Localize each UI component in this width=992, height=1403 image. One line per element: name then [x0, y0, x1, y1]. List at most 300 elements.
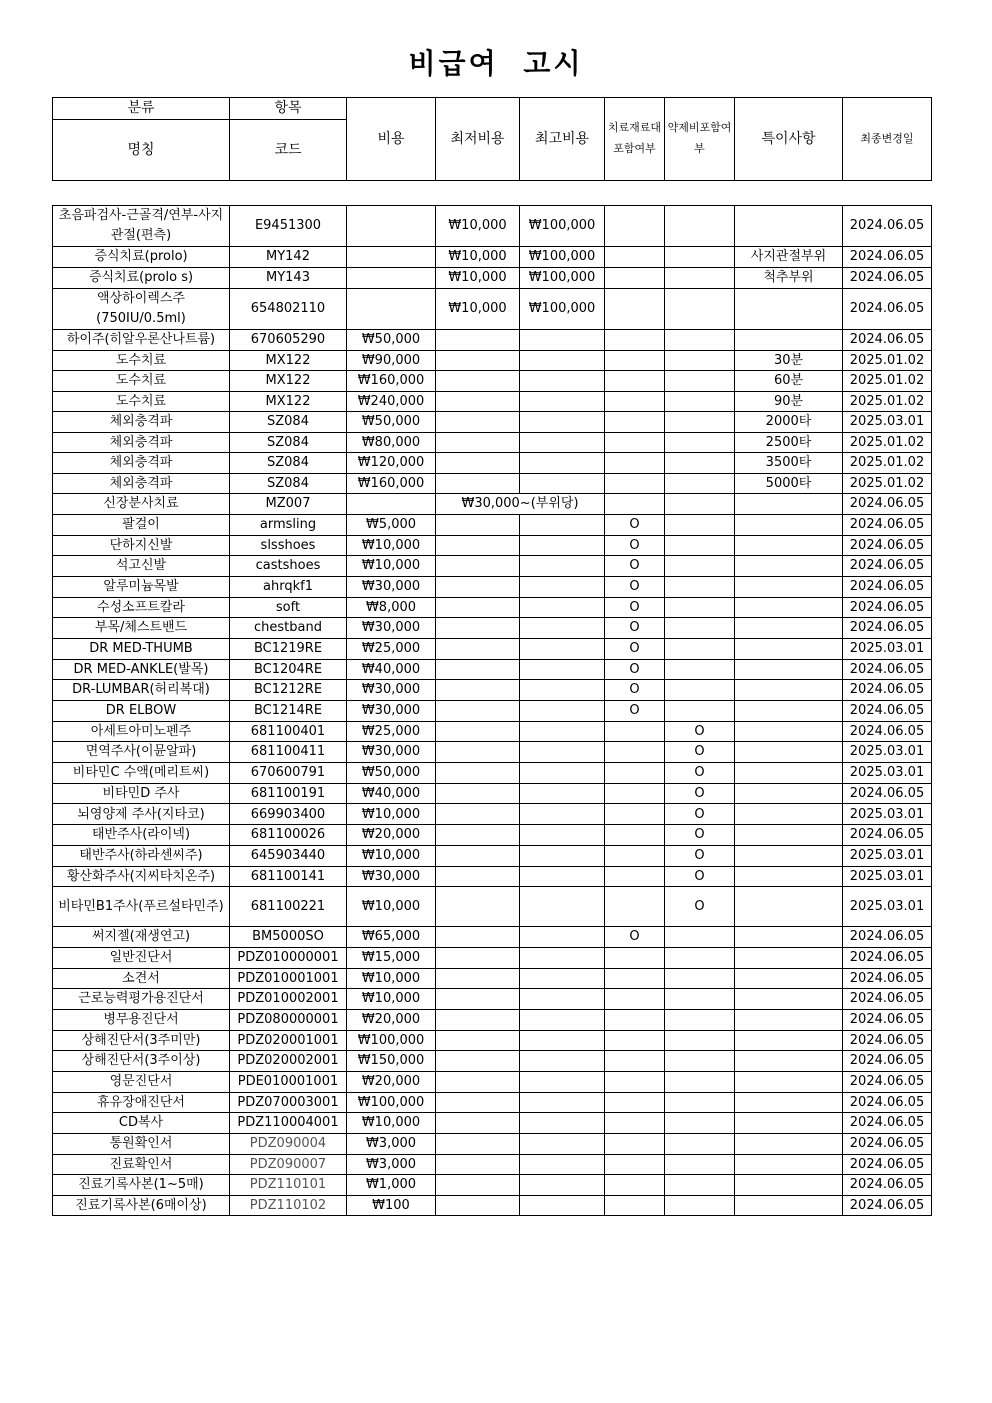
cell-treatment-material: [605, 1009, 665, 1030]
cell-max-cost: [520, 618, 605, 639]
cell-drug-fee: [665, 1134, 735, 1155]
cell-max-cost: [520, 576, 605, 597]
table-row: [53, 866, 932, 887]
cell-code: MY143: [230, 267, 347, 288]
cell-max-cost: [520, 453, 605, 474]
header-drug-fee: 약제비포함여부: [665, 98, 735, 181]
cell-treatment-material: [605, 473, 665, 494]
table-row: [53, 1134, 932, 1155]
table-row: [53, 350, 932, 371]
cell-treatment-material: [605, 206, 665, 247]
cell-drug-fee: [665, 1092, 735, 1113]
cell-name: 단하지신발: [53, 535, 230, 556]
cell-drug-fee: [665, 432, 735, 453]
cell-date: 2024.06.05: [843, 1030, 932, 1051]
table-row: [53, 947, 932, 968]
cell-name: 신장분사치료: [53, 494, 230, 515]
cell-drug-fee: [665, 659, 735, 680]
cell-min-cost: [436, 412, 520, 433]
cell-cost: ₩10,000: [347, 556, 436, 577]
cell-code: 681100191: [230, 783, 347, 804]
cell-cost: ₩30,000: [347, 742, 436, 763]
cell-name: 비타민B1주사(푸르설타민주): [53, 887, 230, 927]
cell-name: 상해진단서(3주미만): [53, 1030, 230, 1051]
cell-code: PDZ010000001: [230, 947, 347, 968]
cell-code: BC1212RE: [230, 680, 347, 701]
table-row: [53, 887, 932, 927]
cell-notes: [735, 206, 843, 247]
cell-notes: 60분: [735, 371, 843, 392]
cell-code: PDZ090007: [230, 1154, 347, 1175]
cell-notes: [735, 288, 843, 329]
cell-date: 2024.06.05: [843, 267, 932, 288]
header-category: 분류: [53, 98, 230, 120]
cell-cost: ₩100,000: [347, 1030, 436, 1051]
cell-name: 도수치료: [53, 350, 230, 371]
cell-date: 2024.06.05: [843, 494, 932, 515]
cell-max-cost: [520, 947, 605, 968]
cell-treatment-material: O: [605, 927, 665, 948]
cell-treatment-material: [605, 1030, 665, 1051]
cell-date: 2024.06.05: [843, 1195, 932, 1216]
cell-cost: ₩30,000: [347, 680, 436, 701]
cell-name: 뇌영양제 주사(지타코): [53, 804, 230, 825]
header-code: 코드: [230, 120, 347, 181]
table-row: [53, 638, 932, 659]
cell-notes: [735, 887, 843, 927]
cell-notes: [735, 1175, 843, 1196]
cell-max-cost: [520, 721, 605, 742]
cell-cost: ₩8,000: [347, 597, 436, 618]
cell-treatment-material: [605, 453, 665, 474]
cell-date: 2025.03.01: [843, 742, 932, 763]
cell-code: SZ084: [230, 432, 347, 453]
table-row: [53, 1072, 932, 1093]
cell-code: 654802110: [230, 288, 347, 329]
cell-name: 도수치료: [53, 371, 230, 392]
cell-date: 2024.06.05: [843, 1009, 932, 1030]
table-row: [53, 701, 932, 722]
cell-drug-fee: O: [665, 845, 735, 866]
cell-cost: ₩100: [347, 1195, 436, 1216]
cell-treatment-material: [605, 968, 665, 989]
cell-treatment-material: O: [605, 618, 665, 639]
table-row: [53, 968, 932, 989]
cell-min-cost: [436, 597, 520, 618]
cell-notes: [735, 701, 843, 722]
table-row: [53, 742, 932, 763]
cell-cost: [347, 267, 436, 288]
cell-date: 2024.06.05: [843, 989, 932, 1010]
header-treatment-material: 치료재료대포함여부: [605, 98, 665, 181]
table-row: [53, 845, 932, 866]
cell-notes: [735, 1030, 843, 1051]
cell-name: 도수치료: [53, 391, 230, 412]
cell-notes: [735, 742, 843, 763]
cell-code: castshoes: [230, 556, 347, 577]
cell-date: 2025.01.02: [843, 453, 932, 474]
cell-cost-range: ₩30,000~(부위당): [436, 494, 605, 515]
cell-name: 체외충격파: [53, 432, 230, 453]
cell-date: 2024.06.05: [843, 206, 932, 247]
table-row: [53, 783, 932, 804]
cell-treatment-material: [605, 350, 665, 371]
cell-notes: 사지관절부위: [735, 247, 843, 268]
cell-cost: ₩120,000: [347, 453, 436, 474]
cell-code: MY142: [230, 247, 347, 268]
cell-notes: [735, 1092, 843, 1113]
cell-name: 비타민C 수액(메리트씨): [53, 763, 230, 784]
cell-cost: ₩30,000: [347, 576, 436, 597]
table-row: [53, 494, 932, 515]
cell-code: SZ084: [230, 473, 347, 494]
table-row: [53, 1092, 932, 1113]
cell-cost: ₩10,000: [347, 887, 436, 927]
cell-treatment-material: [605, 1154, 665, 1175]
cell-notes: [735, 680, 843, 701]
cell-notes: [735, 866, 843, 887]
cell-min-cost: [436, 1092, 520, 1113]
cell-max-cost: [520, 887, 605, 927]
table-row: [53, 659, 932, 680]
cell-notes: [735, 1009, 843, 1030]
cell-date: 2024.06.05: [843, 947, 932, 968]
cell-code: 681100026: [230, 825, 347, 846]
cell-min-cost: [436, 514, 520, 535]
cell-notes: [735, 1072, 843, 1093]
table-row: [53, 514, 932, 535]
cell-date: 2024.06.05: [843, 680, 932, 701]
cell-min-cost: [436, 618, 520, 639]
cell-max-cost: [520, 350, 605, 371]
cell-max-cost: ₩100,000: [520, 267, 605, 288]
cell-min-cost: [436, 473, 520, 494]
cell-name: 진료기록사본(1~5매): [53, 1175, 230, 1196]
cell-date: 2025.03.01: [843, 845, 932, 866]
cell-max-cost: [520, 989, 605, 1010]
cell-cost: ₩20,000: [347, 1009, 436, 1030]
table-row: [53, 391, 932, 412]
header-table: [52, 97, 932, 181]
cell-max-cost: [520, 701, 605, 722]
cell-cost: ₩10,000: [347, 968, 436, 989]
cell-cost: ₩50,000: [347, 412, 436, 433]
table-row: [53, 453, 932, 474]
cell-max-cost: ₩100,000: [520, 288, 605, 329]
table-row: [53, 412, 932, 433]
table-row: [53, 473, 932, 494]
cell-cost: ₩25,000: [347, 638, 436, 659]
cell-treatment-material: [605, 1195, 665, 1216]
cell-code: SZ084: [230, 453, 347, 474]
cell-notes: [735, 638, 843, 659]
cell-treatment-material: [605, 412, 665, 433]
cell-cost: [347, 494, 436, 515]
cell-treatment-material: [605, 989, 665, 1010]
cell-drug-fee: O: [665, 804, 735, 825]
cell-drug-fee: [665, 206, 735, 247]
cell-min-cost: [436, 432, 520, 453]
cell-notes: [735, 556, 843, 577]
cell-min-cost: [436, 825, 520, 846]
cell-min-cost: [436, 1072, 520, 1093]
cell-notes: [735, 659, 843, 680]
cell-min-cost: [436, 680, 520, 701]
cell-max-cost: [520, 1030, 605, 1051]
cell-cost: ₩10,000: [347, 535, 436, 556]
cell-date: 2024.06.05: [843, 701, 932, 722]
cell-treatment-material: O: [605, 680, 665, 701]
cell-notes: [735, 1051, 843, 1072]
table-row: [53, 1051, 932, 1072]
cell-max-cost: ₩100,000: [520, 206, 605, 247]
cell-min-cost: ₩10,000: [436, 288, 520, 329]
cell-treatment-material: [605, 1175, 665, 1196]
cell-drug-fee: [665, 329, 735, 350]
cell-drug-fee: [665, 597, 735, 618]
cell-cost: ₩160,000: [347, 371, 436, 392]
table-row: [53, 206, 932, 247]
cell-notes: [735, 968, 843, 989]
cell-treatment-material: [605, 763, 665, 784]
cell-notes: [735, 845, 843, 866]
cell-min-cost: [436, 1009, 520, 1030]
cell-notes: [735, 597, 843, 618]
cell-name: DR MED-ANKLE(발목): [53, 659, 230, 680]
cell-name: 비타민D 주사: [53, 783, 230, 804]
cell-min-cost: [436, 947, 520, 968]
cell-date: 2024.06.05: [843, 514, 932, 535]
cell-drug-fee: [665, 1175, 735, 1196]
cell-treatment-material: O: [605, 638, 665, 659]
cell-max-cost: [520, 432, 605, 453]
cell-drug-fee: [665, 701, 735, 722]
cell-notes: 2500타: [735, 432, 843, 453]
cell-treatment-material: O: [605, 701, 665, 722]
cell-max-cost: [520, 1195, 605, 1216]
cell-name: 증식치료(prolo s): [53, 267, 230, 288]
cell-max-cost: [520, 1009, 605, 1030]
cell-name: 태반주사(라이넥): [53, 825, 230, 846]
table-row: [53, 329, 932, 350]
cell-date: 2025.01.02: [843, 432, 932, 453]
cell-treatment-material: [605, 1134, 665, 1155]
cell-min-cost: [436, 576, 520, 597]
cell-min-cost: [436, 1154, 520, 1175]
cell-drug-fee: O: [665, 887, 735, 927]
cell-date: 2024.06.05: [843, 1134, 932, 1155]
cell-code: SZ084: [230, 412, 347, 433]
header-cost: 비용: [347, 98, 436, 181]
cell-code: BC1214RE: [230, 701, 347, 722]
fee-table: [52, 205, 932, 1216]
cell-drug-fee: O: [665, 742, 735, 763]
cell-name: 면역주사(이뮨알파): [53, 742, 230, 763]
cell-drug-fee: O: [665, 763, 735, 784]
cell-code: PDZ110101: [230, 1175, 347, 1196]
table-row: [53, 1154, 932, 1175]
cell-max-cost: [520, 742, 605, 763]
cell-notes: [735, 721, 843, 742]
cell-max-cost: [520, 845, 605, 866]
cell-drug-fee: [665, 968, 735, 989]
table-row: [53, 267, 932, 288]
cell-treatment-material: [605, 783, 665, 804]
cell-cost: [347, 247, 436, 268]
cell-notes: [735, 618, 843, 639]
cell-drug-fee: [665, 947, 735, 968]
cell-notes: 2000타: [735, 412, 843, 433]
cell-max-cost: ₩100,000: [520, 247, 605, 268]
cell-min-cost: [436, 721, 520, 742]
cell-max-cost: [520, 391, 605, 412]
cell-min-cost: [436, 535, 520, 556]
cell-min-cost: [436, 887, 520, 927]
cell-date: 2024.06.05: [843, 783, 932, 804]
cell-name: 진료확인서: [53, 1154, 230, 1175]
cell-min-cost: ₩10,000: [436, 267, 520, 288]
cell-drug-fee: [665, 514, 735, 535]
cell-code: 681100221: [230, 887, 347, 927]
table-row: [53, 432, 932, 453]
cell-code: 681100411: [230, 742, 347, 763]
cell-min-cost: ₩10,000: [436, 206, 520, 247]
cell-drug-fee: [665, 453, 735, 474]
header-last-modified: 최종변경일: [843, 98, 932, 181]
cell-date: 2024.06.05: [843, 1072, 932, 1093]
cell-code: PDZ110102: [230, 1195, 347, 1216]
cell-name: 통원확인서: [53, 1134, 230, 1155]
cell-treatment-material: O: [605, 535, 665, 556]
table-row: [53, 556, 932, 577]
cell-code: 681100401: [230, 721, 347, 742]
cell-name: 황산화주사(지씨타치온주): [53, 866, 230, 887]
cell-cost: ₩10,000: [347, 845, 436, 866]
cell-name: 소견서: [53, 968, 230, 989]
cell-cost: ₩50,000: [347, 763, 436, 784]
cell-code: PDZ010002001: [230, 989, 347, 1010]
cell-code: MX122: [230, 371, 347, 392]
cell-drug-fee: [665, 350, 735, 371]
cell-drug-fee: [665, 638, 735, 659]
cell-treatment-material: O: [605, 576, 665, 597]
cell-min-cost: [436, 845, 520, 866]
table-row: [53, 1195, 932, 1216]
table-row: [53, 288, 932, 329]
cell-min-cost: [436, 968, 520, 989]
cell-max-cost: [520, 763, 605, 784]
cell-code: PDZ080000001: [230, 1009, 347, 1030]
cell-drug-fee: [665, 1051, 735, 1072]
cell-treatment-material: [605, 947, 665, 968]
cell-name: 증식치료(prolo): [53, 247, 230, 268]
cell-cost: ₩50,000: [347, 329, 436, 350]
cell-treatment-material: [605, 742, 665, 763]
cell-name: 써지젤(재생연고): [53, 927, 230, 948]
cell-drug-fee: O: [665, 721, 735, 742]
cell-min-cost: [436, 927, 520, 948]
table-row: [53, 597, 932, 618]
cell-cost: ₩80,000: [347, 432, 436, 453]
cell-date: 2024.06.05: [843, 1051, 932, 1072]
cell-max-cost: [520, 638, 605, 659]
cell-treatment-material: [605, 1072, 665, 1093]
cell-code: 681100141: [230, 866, 347, 887]
cell-cost: ₩100,000: [347, 1092, 436, 1113]
cell-date: 2025.01.02: [843, 350, 932, 371]
cell-notes: 3500타: [735, 453, 843, 474]
table-row: [53, 763, 932, 784]
cell-code: BM5000SO: [230, 927, 347, 948]
cell-cost: ₩3,000: [347, 1134, 436, 1155]
cell-max-cost: [520, 329, 605, 350]
cell-cost: ₩3,000: [347, 1154, 436, 1175]
cell-name: 상해진단서(3주이상): [53, 1051, 230, 1072]
cell-drug-fee: [665, 288, 735, 329]
cell-cost: ₩5,000: [347, 514, 436, 535]
cell-drug-fee: [665, 1195, 735, 1216]
header-min-cost: 최저비용: [436, 98, 520, 181]
cell-min-cost: [436, 804, 520, 825]
cell-treatment-material: [605, 432, 665, 453]
cell-date: 2025.01.02: [843, 473, 932, 494]
cell-drug-fee: [665, 927, 735, 948]
cell-max-cost: [520, 514, 605, 535]
cell-name: 하이주(히알우론산나트륨): [53, 329, 230, 350]
cell-name: 체외충격파: [53, 412, 230, 433]
cell-treatment-material: [605, 1092, 665, 1113]
cell-drug-fee: [665, 371, 735, 392]
table-row: [53, 804, 932, 825]
cell-code: MX122: [230, 391, 347, 412]
cell-name: 근로능력평가용진단서: [53, 989, 230, 1010]
header-max-cost: 최고비용: [520, 98, 605, 181]
cell-name: 수성소프트칼라: [53, 597, 230, 618]
cell-treatment-material: [605, 267, 665, 288]
cell-notes: 30분: [735, 350, 843, 371]
table-row: [53, 1113, 932, 1134]
cell-code: 670605290: [230, 329, 347, 350]
cell-date: 2024.06.05: [843, 1154, 932, 1175]
table-row: [53, 576, 932, 597]
cell-date: 2025.03.01: [843, 804, 932, 825]
table-row: [53, 535, 932, 556]
cell-max-cost: [520, 1154, 605, 1175]
cell-date: 2024.06.05: [843, 597, 932, 618]
cell-min-cost: [436, 701, 520, 722]
cell-code: PDZ020001001: [230, 1030, 347, 1051]
cell-max-cost: [520, 825, 605, 846]
cell-date: 2025.03.01: [843, 866, 932, 887]
cell-name: 알루미늄목발: [53, 576, 230, 597]
cell-drug-fee: [665, 494, 735, 515]
cell-min-cost: [436, 783, 520, 804]
cell-notes: [735, 514, 843, 535]
cell-date: 2024.06.05: [843, 1113, 932, 1134]
cell-drug-fee: O: [665, 825, 735, 846]
cell-date: 2025.01.02: [843, 371, 932, 392]
cell-cost: ₩20,000: [347, 1072, 436, 1093]
cell-date: 2024.06.05: [843, 968, 932, 989]
cell-min-cost: [436, 391, 520, 412]
cell-code: PDZ070003001: [230, 1092, 347, 1113]
cell-date: 2024.06.05: [843, 721, 932, 742]
cell-cost: ₩30,000: [347, 701, 436, 722]
cell-notes: 척추부위: [735, 267, 843, 288]
cell-min-cost: [436, 1030, 520, 1051]
cell-notes: [735, 576, 843, 597]
cell-name: DR ELBOW: [53, 701, 230, 722]
